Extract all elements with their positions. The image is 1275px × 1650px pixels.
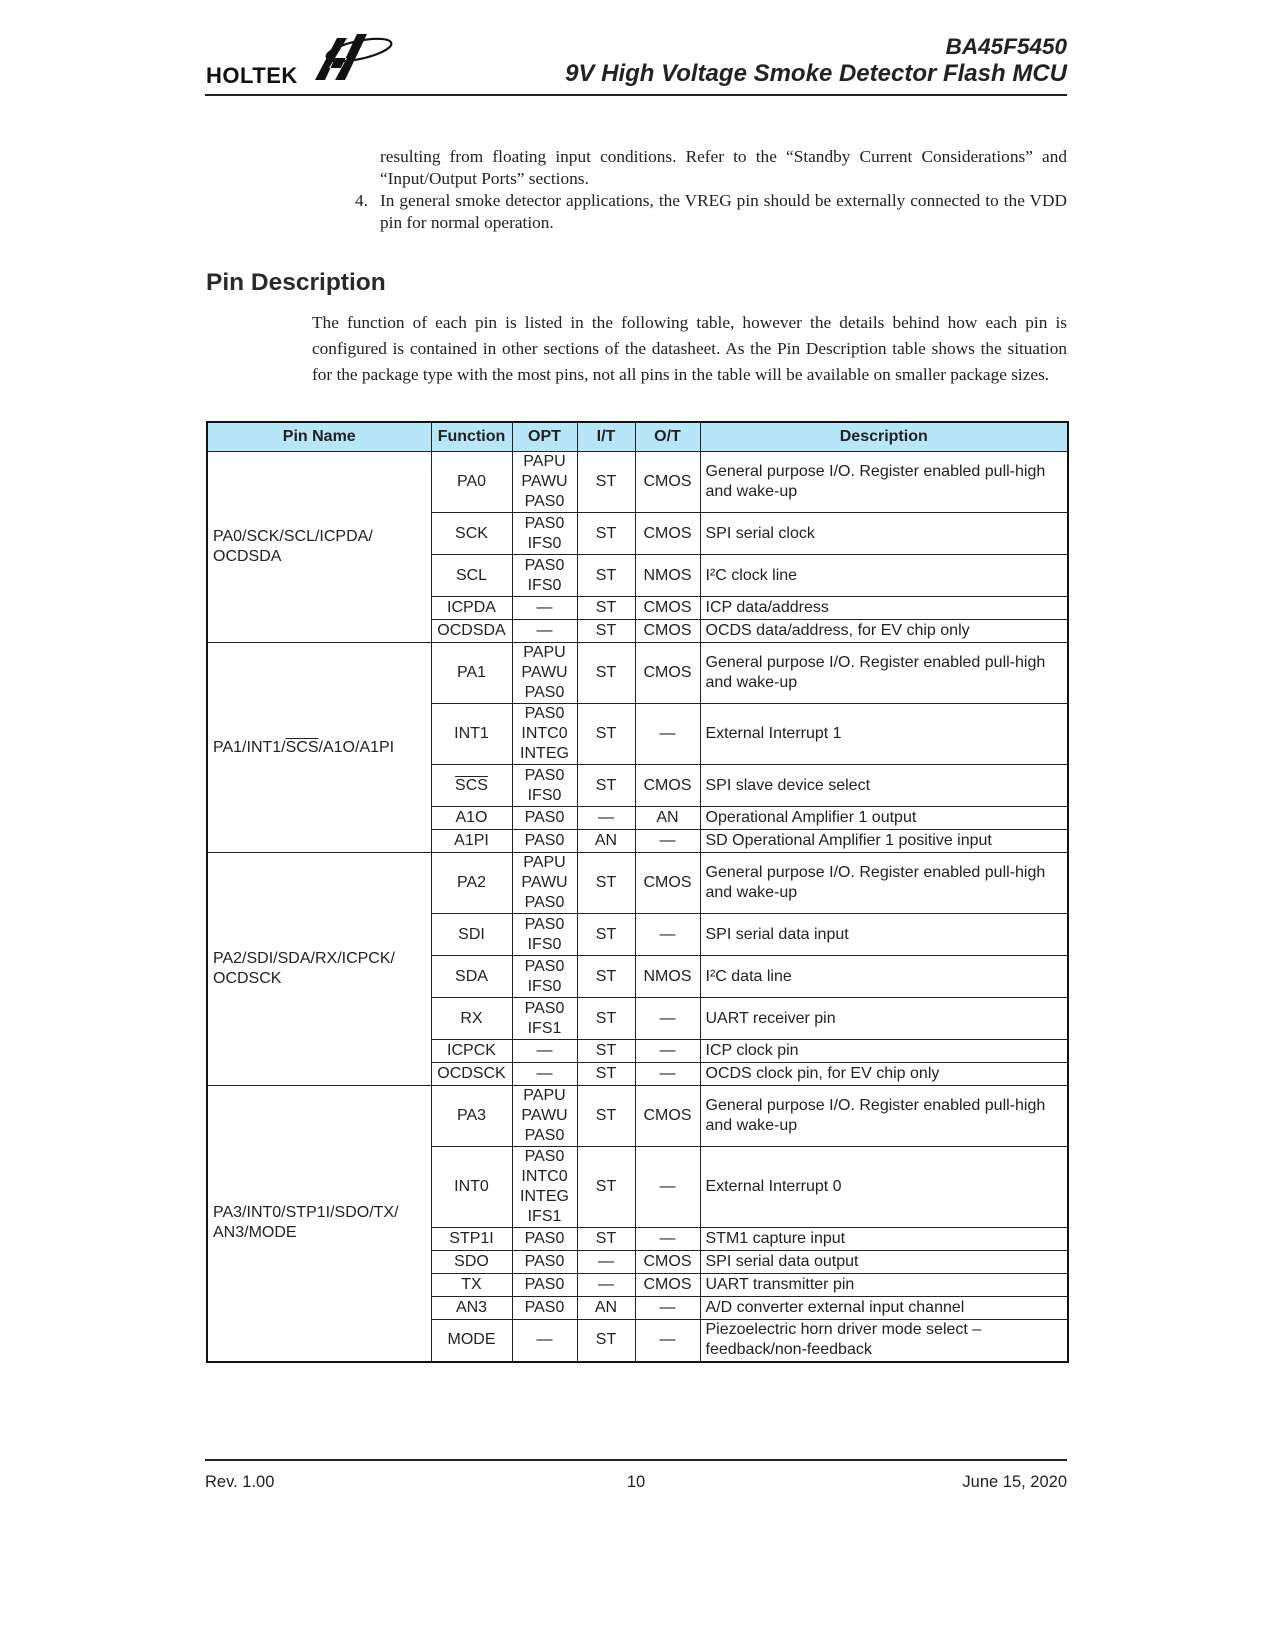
opt-line: PAS0	[524, 915, 565, 933]
opt-line: PAWU	[521, 874, 568, 891]
output-type-cell: —	[635, 1228, 700, 1251]
opt-line: INTC0	[521, 725, 568, 742]
opt-line: PAS0	[524, 1127, 565, 1144]
pin-name-cell: PA0/SCK/SCL/ICPDA/ OCDSDA	[207, 452, 431, 643]
column-header: OPT	[512, 422, 577, 452]
opt-line: PAS0	[524, 1253, 565, 1270]
input-type-cell: —	[577, 1251, 635, 1274]
table-row	[207, 853, 1068, 914]
description-cell: SPI serial data input	[700, 914, 1068, 956]
opt-cell	[512, 998, 577, 1040]
input-type-cell: ST	[577, 1320, 635, 1362]
opt-line: PAPU	[523, 854, 566, 871]
description-cell: OCDS data/address, for EV chip only	[700, 620, 1068, 643]
description-cell: I²C clock line	[700, 555, 1068, 597]
opt-line: PAPU	[523, 644, 566, 661]
description-cell: General purpose I/O. Register enabled pull-high and wake-up	[700, 643, 1068, 704]
description-cell: Piezoelectric horn driver mode select – feedback/non-feedback	[700, 1320, 1068, 1362]
note-item-4	[355, 190, 1067, 234]
opt-line: PAS0	[524, 684, 565, 701]
device-title: 9V High Voltage Smoke Detector Flash MCU	[565, 60, 1067, 87]
table-row	[207, 643, 1068, 704]
opt-line: IFS0	[527, 977, 562, 995]
input-type-cell: AN	[577, 1297, 635, 1320]
input-type-cell: ST	[577, 620, 635, 643]
pin-name-part: /A1O/A1PI	[318, 738, 395, 756]
opt-cell	[512, 555, 577, 597]
description-cell: General purpose I/O. Register enabled pull-high and wake-up	[700, 1086, 1068, 1147]
opt-line: —	[536, 622, 553, 639]
section-title: Pin Description	[206, 269, 386, 296]
function-cell: ICPDA	[431, 597, 512, 620]
opt-line: PAS0	[524, 556, 565, 574]
description-cell: External Interrupt 1	[700, 704, 1068, 765]
input-type-cell: ST	[577, 555, 635, 597]
opt-line: —	[536, 1042, 553, 1059]
description-cell: OCDS clock pin, for EV chip only	[700, 1063, 1068, 1086]
input-type-cell: ST	[577, 914, 635, 956]
function-cell: AN3	[431, 1297, 512, 1320]
opt-line: INTC0	[521, 1168, 568, 1185]
column-header: O/T	[635, 422, 700, 452]
description-cell: STM1 capture input	[700, 1228, 1068, 1251]
output-type-cell: CMOS	[635, 765, 700, 807]
opt-cell	[512, 620, 577, 643]
input-type-cell: ST	[577, 1147, 635, 1228]
opt-line: PAS0	[524, 1230, 565, 1247]
function-cell: OCDSCK	[431, 1063, 512, 1086]
description-cell: SPI serial clock	[700, 513, 1068, 555]
opt-cell	[512, 1063, 577, 1086]
note-continuation: resulting from floating input conditions. Refer to the “Standby Current Considerations” and “Input/Output Ports” sections.	[380, 147, 1067, 188]
opt-line: IFS0	[527, 935, 562, 953]
opt-line: PAWU	[521, 1107, 568, 1124]
opt-line: PAWU	[521, 473, 568, 490]
output-type-cell: —	[635, 1063, 700, 1086]
output-type-cell: —	[635, 1297, 700, 1320]
opt-cell	[512, 1086, 577, 1147]
output-type-cell: —	[635, 704, 700, 765]
opt-line: PAS0	[524, 999, 565, 1017]
opt-cell	[512, 513, 577, 555]
opt-line: —	[536, 1331, 553, 1349]
description-cell: Operational Amplifier 1 output	[700, 807, 1068, 830]
opt-line: PAS0	[524, 832, 565, 849]
opt-cell	[512, 1147, 577, 1228]
opt-cell	[512, 1228, 577, 1251]
opt-line: PAS0	[524, 1276, 565, 1293]
note-number: 4.	[355, 191, 368, 210]
pin-name-part: $\overline{SCS}$	[285, 738, 319, 756]
pin-name-part: PA1/INT1/	[213, 738, 286, 756]
output-type-cell: —	[635, 830, 700, 853]
opt-cell	[512, 704, 577, 765]
opt-cell	[512, 1297, 577, 1320]
input-type-cell: ST	[577, 1040, 635, 1063]
output-type-cell: —	[635, 1147, 700, 1228]
pin-name-cell: PA3/INT0/STP1I/SDO/TX/ AN3/MODE	[207, 1086, 431, 1362]
opt-line: PAPU	[523, 1087, 566, 1104]
opt-line: PAS0	[524, 493, 565, 510]
function-cell: SDO	[431, 1251, 512, 1274]
table-body	[207, 452, 1068, 1362]
opt-cell	[512, 853, 577, 914]
output-type-cell: —	[635, 1320, 700, 1362]
output-type-cell: CMOS	[635, 513, 700, 555]
input-type-cell: ST	[577, 597, 635, 620]
output-type-cell: CMOS	[635, 452, 700, 513]
opt-cell	[512, 1320, 577, 1362]
opt-line: —	[536, 599, 553, 616]
opt-line: IFS0	[527, 534, 562, 552]
page-header	[205, 28, 1067, 96]
input-type-cell: —	[577, 807, 635, 830]
opt-line: —	[536, 1065, 553, 1082]
column-header: Pin Name	[207, 422, 431, 452]
opt-line: PAS0	[524, 514, 565, 532]
input-type-cell: ST	[577, 765, 635, 807]
input-type-cell: AN	[577, 830, 635, 853]
function-cell: A1O	[431, 807, 512, 830]
input-type-cell: —	[577, 1274, 635, 1297]
function-cell: SDI	[431, 914, 512, 956]
input-type-cell: ST	[577, 998, 635, 1040]
function-cell: STP1I	[431, 1228, 512, 1251]
logo-text: HOLTEK	[206, 63, 298, 88]
column-header: Description	[700, 422, 1068, 452]
function-cell: SCL	[431, 555, 512, 597]
output-type-cell: —	[635, 914, 700, 956]
function-name: $\overline{SCS}$	[455, 776, 488, 794]
output-type-cell: —	[635, 1040, 700, 1063]
opt-line: PAS0	[524, 705, 565, 722]
holtek-logo	[205, 30, 395, 88]
opt-line: PAS0	[524, 1299, 565, 1316]
column-header: Function	[431, 422, 512, 452]
description-cell: UART receiver pin	[700, 998, 1068, 1040]
opt-line: IFS0	[527, 786, 562, 804]
opt-cell	[512, 956, 577, 998]
output-type-cell: —	[635, 998, 700, 1040]
input-type-cell: ST	[577, 956, 635, 998]
description-cell: SPI serial data output	[700, 1251, 1068, 1274]
opt-cell	[512, 807, 577, 830]
function-cell: A1PI	[431, 830, 512, 853]
opt-cell	[512, 452, 577, 513]
description-cell: SPI slave device select	[700, 765, 1068, 807]
description-cell: General purpose I/O. Register enabled pull-high and wake-up	[700, 452, 1068, 513]
output-type-cell: CMOS	[635, 597, 700, 620]
opt-line: PAS0	[524, 809, 565, 826]
output-type-cell: AN	[635, 807, 700, 830]
opt-line: IFS0	[527, 576, 562, 594]
pin-description-table	[206, 421, 1069, 1363]
input-type-cell: ST	[577, 1228, 635, 1251]
output-type-cell: NMOS	[635, 555, 700, 597]
part-number: BA45F5450	[945, 34, 1067, 59]
opt-line: PAPU	[523, 453, 566, 470]
title-block	[565, 34, 1067, 88]
page-number: 10	[626, 1473, 646, 1491]
description-cell: UART transmitter pin	[700, 1274, 1068, 1297]
opt-cell	[512, 830, 577, 853]
input-type-cell: ST	[577, 1086, 635, 1147]
input-type-cell: ST	[577, 513, 635, 555]
opt-cell	[512, 643, 577, 704]
function-cell: OCDSDA	[431, 620, 512, 643]
function-cell: SCK	[431, 513, 512, 555]
output-type-cell: CMOS	[635, 1274, 700, 1297]
opt-line: PAS0	[524, 1148, 565, 1165]
opt-cell	[512, 914, 577, 956]
note-text: In general smoke detector applications, the VREG pin should be externally connected to the VDD pin for normal operation.	[380, 191, 1067, 232]
description-cell: A/D converter external input channel	[700, 1297, 1068, 1320]
input-type-cell: ST	[577, 643, 635, 704]
output-type-cell: CMOS	[635, 1086, 700, 1147]
function-cell: ICPCK	[431, 1040, 512, 1063]
opt-line: IFS1	[527, 1019, 562, 1037]
function-cell: INT0	[431, 1147, 512, 1228]
function-cell: PA1	[431, 643, 512, 704]
section-intro: The function of each pin is listed in the following table, however the details behind how each pin is configured is contained in other sections of the datasheet. As the Pin Description table shows the situation for the package type with the most pins, not all pins in the table will be available on smaller package sizes.	[312, 313, 1067, 384]
output-type-cell: CMOS	[635, 643, 700, 704]
description-cell: ICP clock pin	[700, 1040, 1068, 1063]
holtek-wing-icon	[307, 30, 395, 86]
page-footer	[205, 1459, 1067, 1491]
description-cell: SD Operational Amplifier 1 positive input	[700, 830, 1068, 853]
function-cell	[431, 765, 512, 807]
input-type-cell: ST	[577, 1063, 635, 1086]
opt-line: PAS0	[524, 957, 565, 975]
column-header: I/T	[577, 422, 635, 452]
output-type-cell: CMOS	[635, 1251, 700, 1274]
output-type-cell: CMOS	[635, 620, 700, 643]
function-cell: PA0	[431, 452, 512, 513]
function-cell: PA3	[431, 1086, 512, 1147]
table-header-row	[207, 422, 1068, 452]
output-type-cell: NMOS	[635, 956, 700, 998]
table-row	[207, 452, 1068, 513]
description-cell: I²C data line	[700, 956, 1068, 998]
function-cell: TX	[431, 1274, 512, 1297]
function-cell: INT1	[431, 704, 512, 765]
opt-line: INTEG	[520, 745, 569, 762]
pin-name-cell	[207, 643, 431, 853]
opt-cell	[512, 1274, 577, 1297]
publication-date: June 15, 2020	[962, 1473, 1067, 1491]
function-cell: RX	[431, 998, 512, 1040]
input-type-cell: ST	[577, 452, 635, 513]
description-cell: External Interrupt 0	[700, 1147, 1068, 1228]
input-type-cell: ST	[577, 853, 635, 914]
input-type-cell: ST	[577, 704, 635, 765]
notes	[355, 146, 1067, 234]
function-cell: SDA	[431, 956, 512, 998]
description-cell: ICP data/address	[700, 597, 1068, 620]
opt-cell	[512, 1251, 577, 1274]
output-type-cell: CMOS	[635, 853, 700, 914]
opt-cell	[512, 765, 577, 807]
opt-line: INTEG	[520, 1188, 569, 1205]
opt-cell	[512, 1040, 577, 1063]
opt-line: PAWU	[521, 664, 568, 681]
description-cell: General purpose I/O. Register enabled pull-high and wake-up	[700, 853, 1068, 914]
function-cell: PA2	[431, 853, 512, 914]
opt-cell	[512, 597, 577, 620]
opt-line: PAS0	[524, 894, 565, 911]
table-row	[207, 1086, 1068, 1147]
revision: Rev. 1.00	[205, 1473, 275, 1491]
opt-line: IFS1	[527, 1208, 562, 1225]
opt-line: PAS0	[524, 766, 565, 784]
function-cell: MODE	[431, 1320, 512, 1362]
pin-name-cell: PA2/SDI/SDA/RX/ICPCK/ OCDSCK	[207, 853, 431, 1086]
